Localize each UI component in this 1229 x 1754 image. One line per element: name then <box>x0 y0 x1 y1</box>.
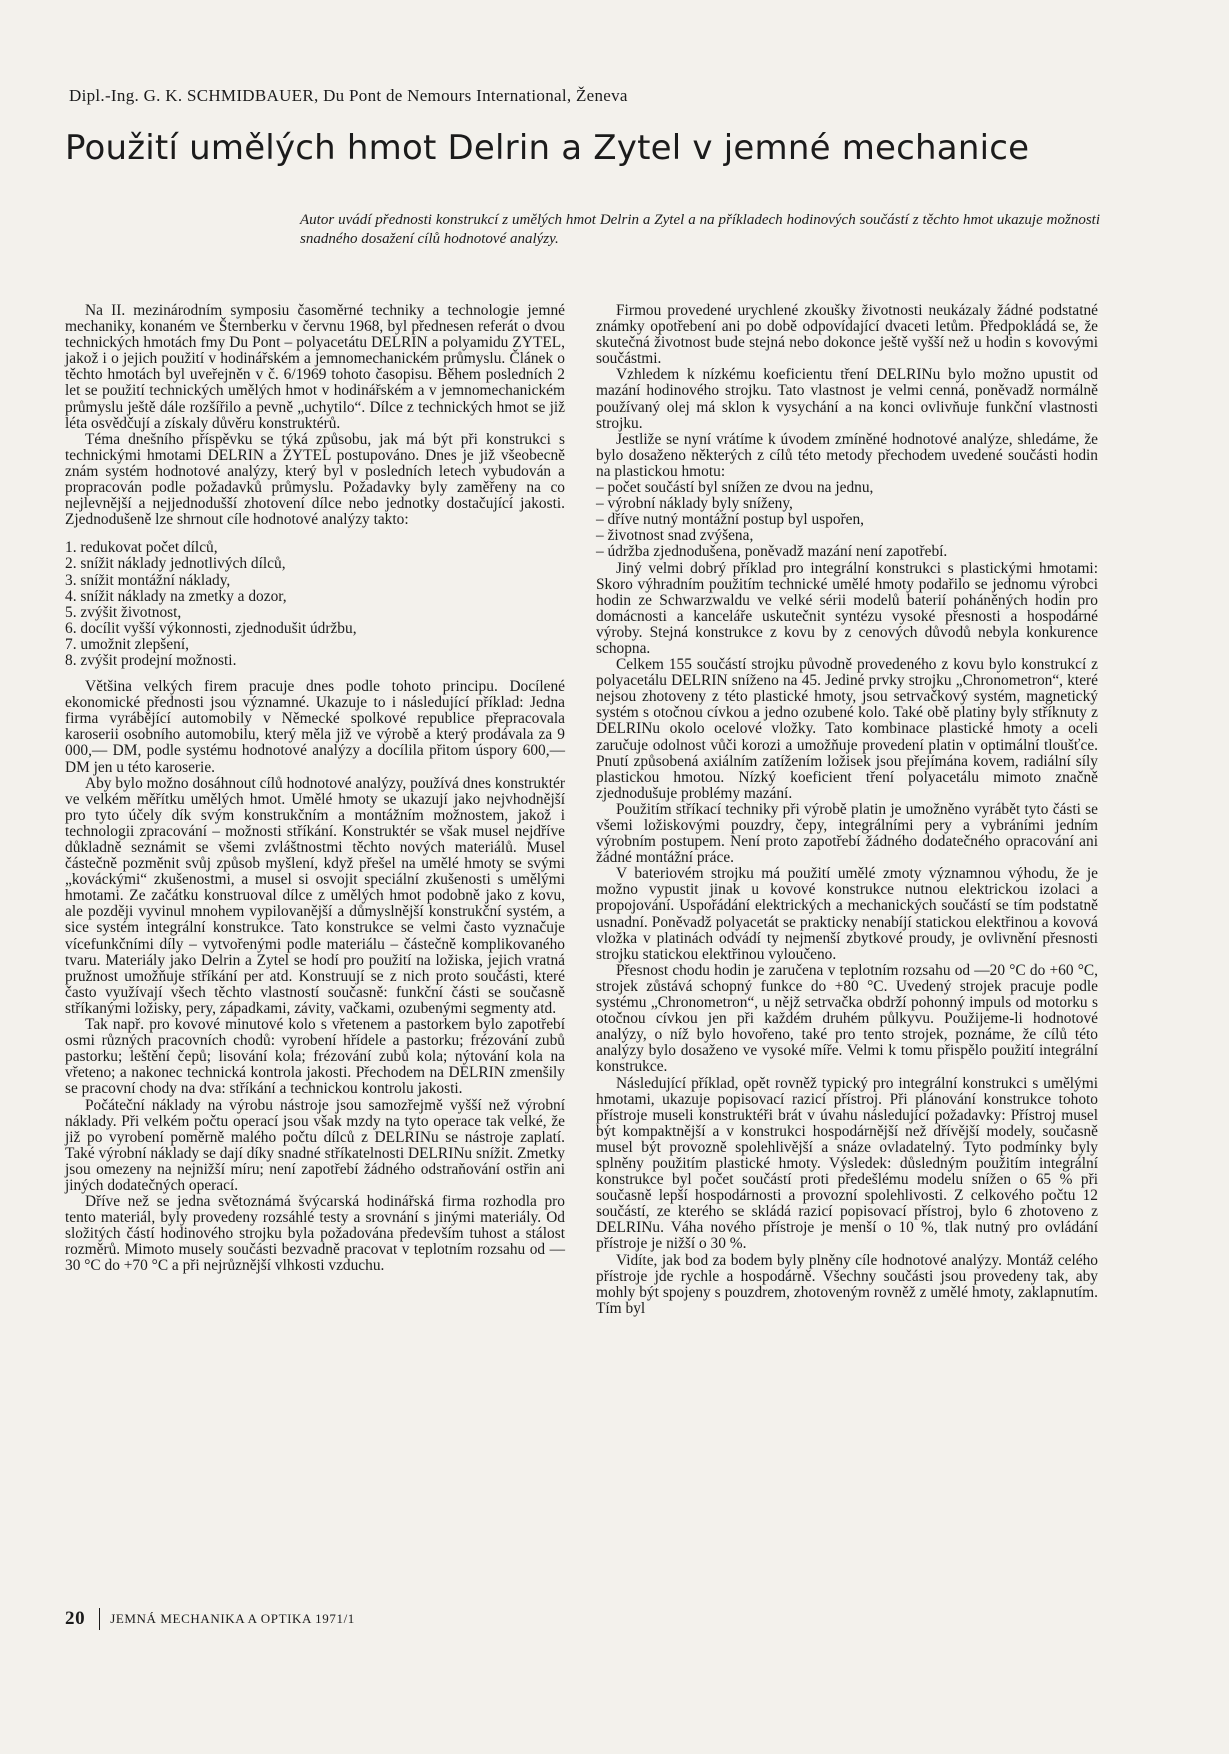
list-item: – životnost snad zvýšena, <box>596 527 754 545</box>
list-item: – dříve nutný montážní postup byl uspořen, <box>596 511 865 529</box>
paragraph: V bateriovém strojku má použití umělé zmoty významnou výhodu, že je možno vypustit jinak u kovové konstrukce nutnou elektrickou izolaci a propojování. Uspořádání elektrických a mechanických součástí se tím podstatně usnadní. Poněvadž polyacetát se prakticky nenabíjí statickou elektřinou a kovová vložka v platinách odvádí ty nejmenší zbytkové proudy, je ovlivnění přesnosti strojku statickou elektřinou vyloučeno. <box>596 865 1098 963</box>
list-item: 3. snížit montážní náklady, <box>65 571 231 589</box>
author-byline: Dipl.-Ing. G. K. SCHMIDBAUER, Du Pont de Nemours International, Ženeva <box>69 86 628 105</box>
paragraph: Aby bylo možno dosáhnout cílů hodnotové analýzy, používá dnes konstruktér ve velkém měřítku umělých hmot. Umělé hmoty se ukazují jako nejvhodnější pro tyto účely dík svým konstrukčním a montážním možnostem, jakož i technologii zpracování – možnosti stříkání. Konstruktér se však musel nejdříve důkladně seznámit se všemi zvláštnostmi těchto nových materiálů. Musel částečně pozměnit svůj způsob myšlení, když přešel na umělé hmoty se svými „kováckými“ zkušenostmi, a musel si osvojit speciální zkušenosti s umělými hmotami. Ze začátku konstruoval dílce z umělých hmot podobně jako z kovu, ale později vyvinul mnohem vypilovanější a důmyslnější konstrukční systém, a sice systém integrální konstrukce. Tato konstrukce se velmi často vyznačuje vícefunkčními díly – vytvořenými podle materiálu – částečně komplikovaného tvaru. Materiály jako Delrin a Zytel se hodí pro použití na ložiska, jejich vratná pružnost umožňuje stříkání per atd. Konstruují se z nich proto součásti, které často využívají všech těchto vlastností současně: funkční části se současně stříkanými ložisky, pery, západkami, závity, vačkami, ozubenými segmenty atd. <box>65 774 565 1017</box>
paragraph: Jiný velmi dobrý příklad pro integrální konstrukci s plastickými hmotami: Skoro výhradním použitím technické umělé hmoty podařilo se jednomu výrobci hodin ze Schwarzwaldu ve velké sérii modelů baterií poháněných hodin pro domácnosti a kanceláře uskutečnit syntézu vysoké přesnosti a hospodárné výroby. Stejná konstrukce z kovu by z cenových důvodů nebyla konkurence schopna. <box>596 559 1098 657</box>
page-number: 20 <box>65 1608 86 1629</box>
paragraph: Vidíte, jak bod za bodem byly plněny cíle hodnotové analýzy. Montáž celého přístroje jde rychle a hospodárně. Všechny součásti jsou provedeny tak, aby mohly být spojeny s pouzdrem, zhotoveným rovněž z umělé hmoty, zaklapnutím. Tím byl <box>596 1251 1098 1317</box>
paragraph: Přesnost chodu hodin je zaručena v teplotním rozsahu od —20 °C do +60 °C, strojek zůstává schopný funkce do +80 °C. Uvedený strojek pracuje podle systému „Chronometron“, u nějž setrvačka obdrží pohonný impuls od motorku s otočnou cívkou jen při každém druhém půlkyvu. Použijeme-li hodnotové analýzy, o níž bylo hovořeno, také pro tento strojek, poznáme, že cílů této analýzy bylo dosaženo ve vysoké míře. Velmi k tomu přispělo použití integrální konstrukce. <box>596 961 1098 1076</box>
paragraph: Vzhledem k nízkému koeficientu tření DELRINu bylo možno upustit od mazání hodinového strojku. Tato vlastnost je velmi cenná, poněvadž normálně používaný olej má sklon k vysychání a na konci ovlivňuje funkční vlastnosti strojku. <box>596 366 1098 432</box>
list-item: – údržba zjednodušena, poněvadž mazání není zapotřebí. <box>596 543 948 561</box>
list-item: 2. snížit náklady jednotlivých dílců, <box>65 555 286 573</box>
paragraph: Téma dnešního příspěvku se týká způsobu, jak má být při konstrukci s technickými hmotami DELRIN a ZYTEL postupováno. Dnes je již všeobecně znám systém hodnotové analýzy, který byl v posledních letech vybudován a propracován podle požadavků průmyslu. Požadavky byly zaměřeny na co nejlevnější a nejjednodušší zhotovení dílce nebo jednotky dostačující jakosti. Zjednodušeně lze shrnout cíle hodnotové analýzy takto: <box>65 430 565 529</box>
right-column <box>596 303 1098 1317</box>
paragraph: Následující příklad, opět rovněž typický pro integrální konstrukci s umělými hmotami, ukazuje popisovací razicí přístroj. Při plánování konstrukce tohoto přístroje museli konstruktéři brát v úvahu následující požadavky: Přístroj musel být kompaktnější a v konstrukci hospodárnější než dřívější modely, současně musel být provozně spolehlivější a snáze ovladatelný. Tyto podmínky byly splněny použitím plastické hmoty. Výsledek: důsledným použitím integrální konstrukce byl počet součástí proti předešlému modelu snížen o 65 % při současně lepší hospodárnosti a provozní spolehlivosti. Z celkového počtu 12 součástí, ze kterého se skládá razicí popisovací přístroj, bylo 6 zhotoveno z DELRINu. Váha nového přístroje je menší o 10 %, tlak nutný pro ovládání přístroje je nižší o 30 %. <box>596 1074 1098 1253</box>
paragraph: Většina velkých firem pracuje dnes podle tohoto principu. Docílené ekonomické přednosti jsou významné. Ukazuje to i následující příklad: Jedna firma vyrábějící automobily v Německé spolkové republice přepracovala karoserii osobního automobilu, který měla již ve výrobě a který prodávala za 9 000,— DM, podle systému hodnotové analýzy a docílila přitom úspory 600,— DM jen u této karoserie. <box>65 678 565 776</box>
paragraph: Dříve než se jedna světoznámá švýcarská hodinářská firma rozhodla pro tento materiál, byly provedeny rozsáhlé testy a srovnání s jinými materiály. Od složitých částí hodinového strojku byla požadována především tuhost a stálost rozměrů. Mimoto musely součásti bezvadně pracovat v teplotním rozsahu od —30 °C do +70 °C a při nejrůznější vlhkosti vzduchu. <box>65 1193 565 1275</box>
paragraph: Firmou provedené urychlené zkoušky životnosti neukázaly žádné podstatné známky opotřebení ani po době odpovídající dvaceti letům. Předpokládá se, že skutečná životnost bude stejná nebo dokonce ještě vyšší než u hodin s kovovými součástmi. <box>596 302 1098 368</box>
left-column <box>65 303 565 1275</box>
paragraph: Tak např. pro kovové minutové kolo s vřetenem a pastorkem bylo zapotřebí osmi různých pracovních chodů: vyrobení hřídele a pastorku; frézování zubů pastorku; leštění čepů; lisování kola; frézování zubů kola; nýtování kola na vřeteno; a nakonec technická kontrola jakosti. Přechodem na DELRIN zmenšily se pracovní chody na dva: stříkání a technickou kontrolu jakosti. <box>65 1016 565 1098</box>
paragraph: Počáteční náklady na výrobu nástroje jsou samozřejmě vyšší než výrobní náklady. Při velkém počtu operací jsou však mzdy na tyto operace tak velké, že již po vyrobení poměrně malého počtu dílců z DELRINu se nástroje zaplatí. Také výrobní náklady se dají díky snadné stříkatelnosti DELRINu snížit. Zmetky jsou omezeny na nejnižší míru; není zapotřebí žádného odstraňování ostřin ani jiných dodatečných operací. <box>65 1096 565 1194</box>
article-title: Použití umělých hmot Delrin a Zytel v jemné mechanice <box>65 128 1030 168</box>
article-abstract: Autor uvádí přednosti konstrukcí z umělých hmot Delrin a Zytel a na příkladech hodinových součástí z těchto hmot ukazuje možnosti snadného dosažení cílů hodnotové analýzy. <box>300 212 1100 247</box>
list-item: 6. docílit vyšší výkonnosti, zjednodušit údržbu, <box>65 619 357 637</box>
list-item: 5. zvýšit životnost, <box>65 603 182 621</box>
paragraph: Na II. mezinárodním symposiu časoměrné techniky a technologie jemné mechaniky, konaném ve Šternberku v červnu 1968, byl přednesen referát o dvou technických hmotách fmy Du Pont – polyacetátu DELRIN a polyamidu ZYTEL, jakož i o jejich použití v hodinářském a jemnomechanickém průmyslu. Článek o těchto hmotách byl uveřejněn v č. 6/1969 tohoto časopisu. Během posledních 2 let se použití technických umělých hmot v hodinářském a v jemnomechanickém průmyslu ještě dále rozšířilo a pevně „uchytilo“. Dílce z technických hmot se již léta osvědčují a získaly důvěru konstruktérů. <box>65 302 565 432</box>
paragraph: Celkem 155 součástí strojku původně provedeného z kovu bylo konstrukcí z polyacetálu DELRIN sníženo na 45. Jediné prvky strojku „Chronometron“, které nejsou zhotoveny z této plastické hmoty, jsou setrvačkový systém, magnetický systém s otočnou cívkou a jedno ozubené kolo. Také obě platiny byly stříknuty z DELRINu okolo ocelové vložky. Tato kombinace plastické hmoty a oceli zaručuje odolnost vůči korozi a umožňuje provedení platin v optimální tloušťce. Pnutí způsobená axiálním zatížením ložisek jsou přejímána kovem, radiální síly plastickou hmotou. Nízký koeficient tření polyacetálu mimoto značně zjednodušuje problémy mazání. <box>596 656 1098 802</box>
achieved-goals-list <box>596 480 1098 560</box>
footer-divider <box>99 1608 100 1630</box>
list-item: 8. zvýšit prodejní možnosti. <box>65 651 237 669</box>
paragraph: Jestliže se nyní vrátíme k úvodem zmíněné hodnotové analýze, shledáme, že bylo dosaženo některých z cílů této metody přechodem uvedené součásti hodin na plastickou hmotu: <box>596 430 1098 480</box>
list-item: 1. redukovat počet dílců, <box>65 539 218 557</box>
journal-name: JEMNÁ MECHANIKA A OPTIKA 1971/1 <box>110 1611 355 1626</box>
list-item: – výrobní náklady byly sníženy, <box>596 495 793 513</box>
paragraph: Použitím stříkací techniky při výrobě platin je umožněno vyrábět tyto části se všemi ložiskovými pouzdry, čepy, integrálními pery a vybráními jedním výrobním postupem. Není proto zapotřebí žádného dodatečného opracování ani žádné montážní práce. <box>596 800 1098 867</box>
list-item: – počet součástí byl snížen ze dvou na jednu, <box>596 479 874 497</box>
list-item: 7. umožnit zlepšení, <box>65 635 189 653</box>
value-analysis-goals-list <box>65 540 565 669</box>
list-item: 4. snížit náklady na zmetky a dozor, <box>65 587 287 605</box>
page-footer <box>65 1608 355 1630</box>
